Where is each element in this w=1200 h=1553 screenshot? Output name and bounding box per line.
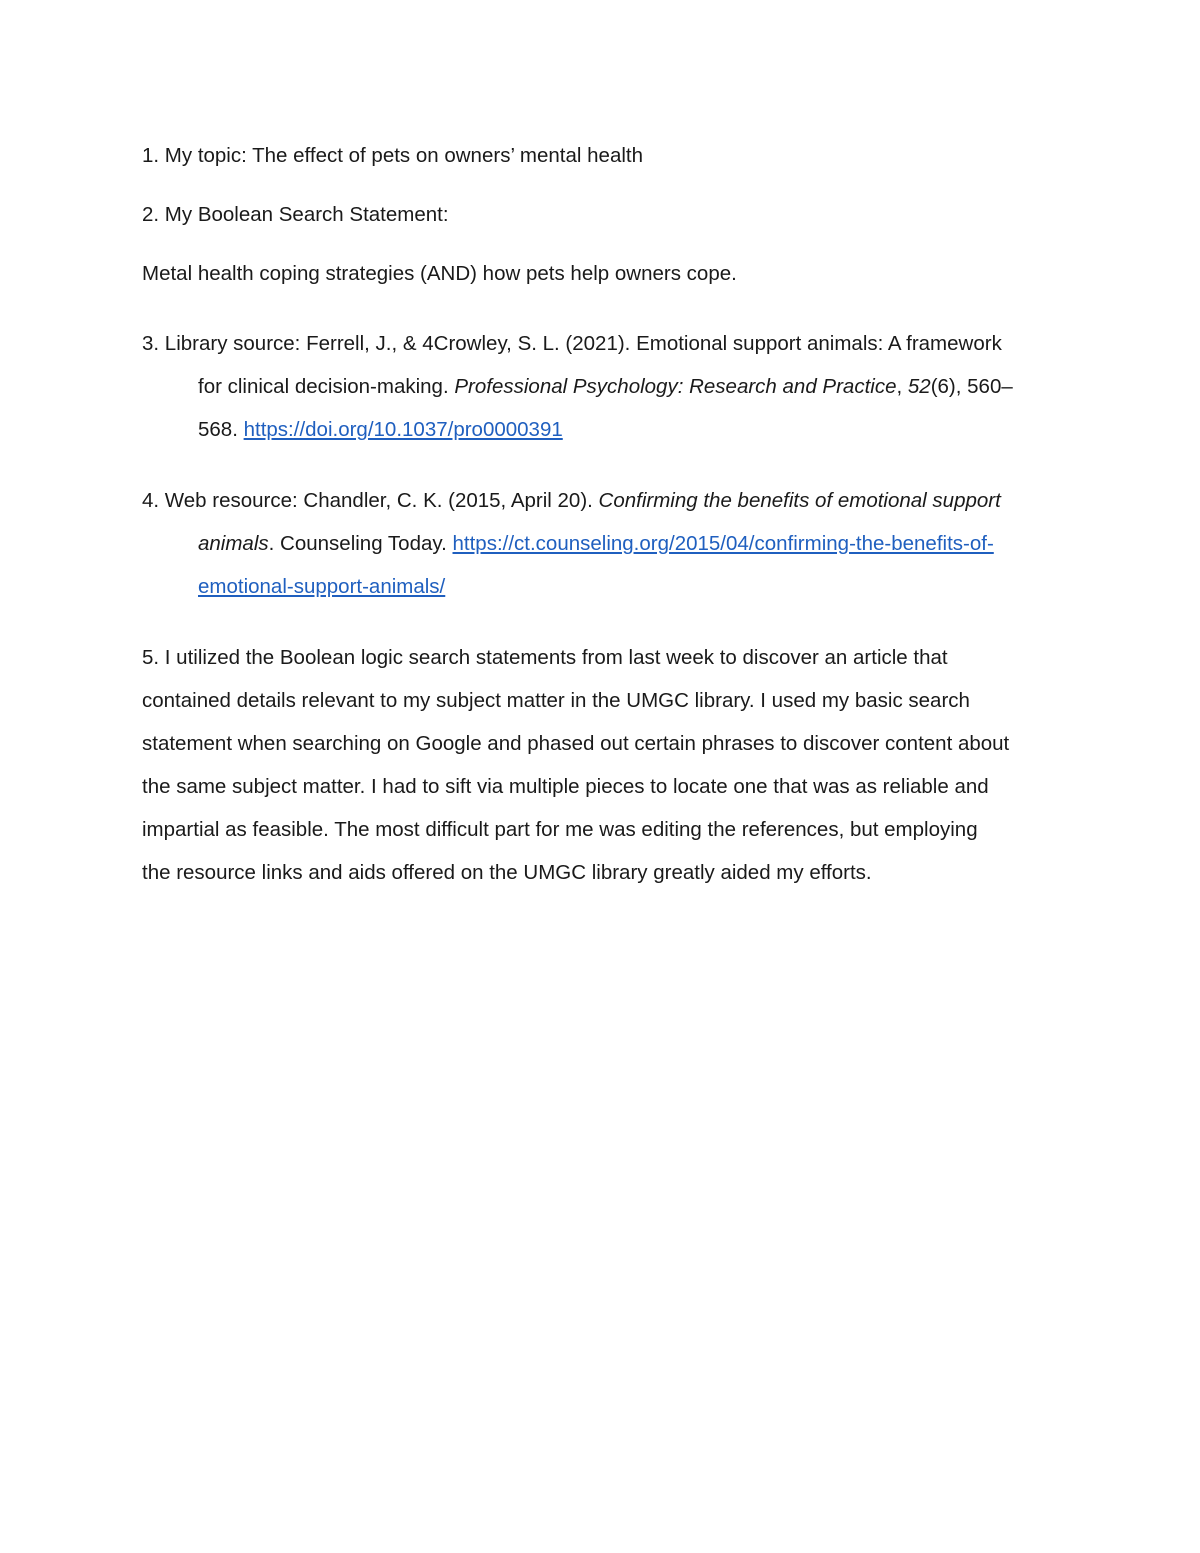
web-resource-line-1 xyxy=(142,489,1001,513)
reflection-line-3: statement when searching on Google and phased out certain phrases to discover content about xyxy=(142,732,1010,755)
counseling-url-link-part-2[interactable]: emotional-support-animals/ xyxy=(198,575,446,598)
boolean-statement-label: 2. My Boolean Search Statement: xyxy=(142,203,449,226)
article-title-part-2: animals xyxy=(198,532,269,555)
library-source-line-2 xyxy=(198,375,1013,399)
library-source-line-1: 3. Library source: Ferrell, J., & 4Crowley, S. L. (2021). Emotional support animals: A framework xyxy=(142,332,1002,355)
reflection-line-1: 5. I utilized the Boolean logic search statements from last week to discover an article that xyxy=(142,646,948,669)
reflection-line-2: contained details relevant to my subject matter in the UMGC library. I used my basic search xyxy=(142,689,970,712)
comma-text: , xyxy=(896,375,908,398)
publisher-text: . Counseling Today. xyxy=(268,532,453,555)
issue-pages-text: (6), 560– xyxy=(930,375,1013,398)
reflection-line-6: the resource links and aids offered on the UMGC library greatly aided my efforts. xyxy=(142,861,872,884)
topic-line: 1. My topic: The effect of pets on owners’ mental health xyxy=(142,144,644,167)
page-end-text: 568. xyxy=(198,418,244,441)
web-resource-line-2 xyxy=(198,532,994,556)
journal-title: Professional Psychology: Research and Practice xyxy=(454,375,897,398)
library-source-line-3 xyxy=(198,418,563,442)
reflection-line-4: the same subject matter. I had to sift via multiple pieces to locate one that was as reliable and xyxy=(142,775,989,798)
reflection-line-5: impartial as feasible. The most difficult part for me was editing the references, but employing xyxy=(142,818,978,841)
doi-link[interactable]: https://doi.org/10.1037/pro0000391 xyxy=(243,418,563,441)
web-resource-text: 4. Web resource: Chandler, C. K. (2015, April 20). xyxy=(142,489,599,512)
counseling-url-link-part-1[interactable]: https://ct.counseling.org/2015/04/confirming-the-benefits-of- xyxy=(452,532,994,555)
library-source-text: for clinical decision-making. xyxy=(198,375,455,398)
journal-volume: 52 xyxy=(907,375,931,398)
article-title-part-1: Confirming the benefits of emotional support xyxy=(598,489,1001,512)
web-resource-line-3 xyxy=(198,575,445,599)
boolean-statement-text: Metal health coping strategies (AND) how pets help owners cope. xyxy=(142,262,737,285)
